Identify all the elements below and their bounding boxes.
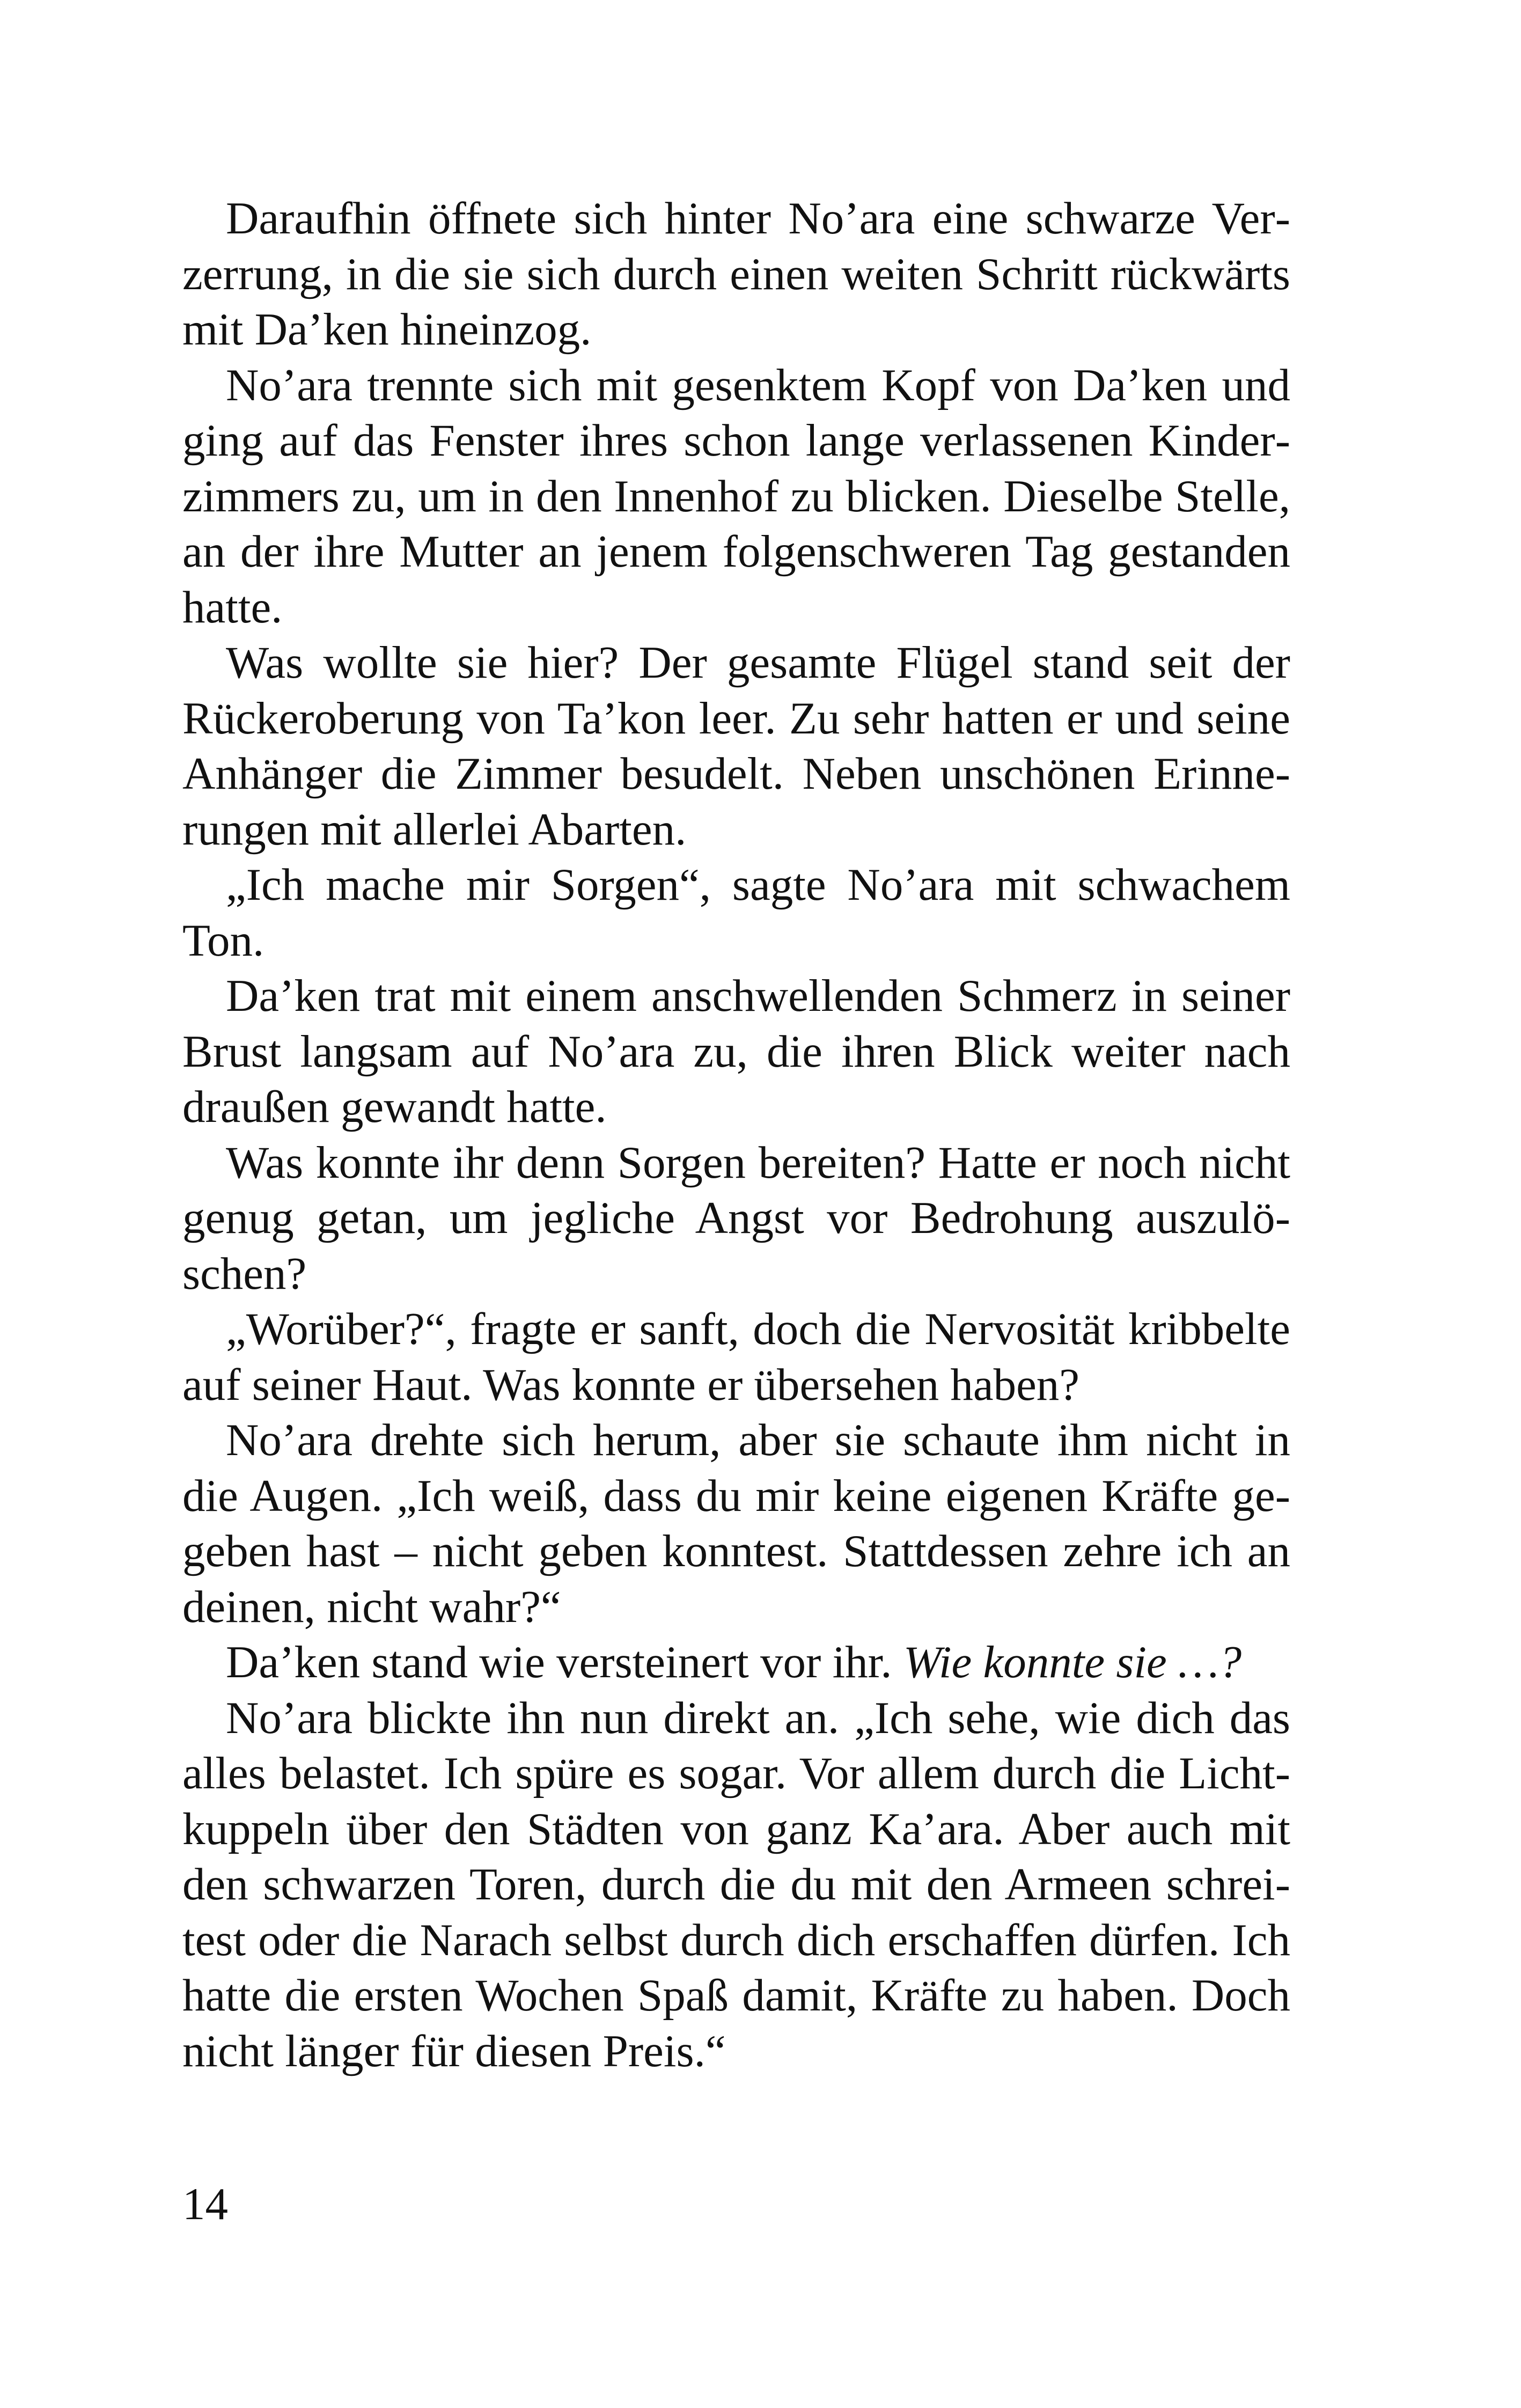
paragraph-4: „Ich mache mir Sorgen“, sagte No’ara mit schwachem Ton.	[182, 860, 1290, 966]
paragraph-1: Daraufhin öffnete sich hinter No’ara eine schwarze Verzerrung, in die sie sich durch einen weiten Schritt rückwärts mit Da’ken hineinzog.	[182, 193, 1290, 355]
paragraph-7: „Worüber?“, fragte er sanft, doch die Nervosität kribbelte auf seiner Haut. Was konnte er übersehen haben?	[182, 1304, 1290, 1410]
paragraph-9	[182, 1635, 1290, 1691]
paragraph-2: No’ara trennte sich mit gesenktem Kopf von Da’ken und ging auf das Fenster ihres schon lange verlassenen Kinderzimmers zu, um in den Innenhof zu blicken. Dieselbe Stelle, an der ihre Mutter an jenem folgenschweren Tag gestanden hatte.	[182, 359, 1290, 633]
paragraph-3: Was wollte sie hier? Der gesamte Flügel stand seit der Rückeroberung von Ta’kon leer. Zu sehr hatten er und seine Anhänger die Zimmer besudelt. Neben unschönen Erinnerungen mit allerlei Abarten.	[182, 637, 1290, 855]
page-number: 14	[182, 2179, 228, 2229]
paragraph-10: No’ara blickte ihn nun direkt an. „Ich sehe, wie dich das alles belastet. Ich spüre es sogar. Vor allem durch die Lichtkuppeln über den Städten von ganz Ka’ara. Aber auch mit den schwarzen Toren, durch die du mit den Armeen schreitest oder die Narach selbst durch dich erschaffen dürfen. Ich hatte die ersten Wochen Spaß damit, Kräfte zu haben. Doch nicht länger für diesen Preis.“	[182, 1692, 1290, 2076]
paragraph-9-text: Da’ken stand wie versteinert vor ihr.	[226, 1637, 903, 1687]
paragraph-6: Was konnte ihr denn Sorgen bereiten? Hatte er noch nicht genug getan, um jegliche Angst vor Bedrohung auszulöschen?	[182, 1137, 1290, 1299]
body-text	[182, 191, 1290, 2079]
paragraph-8: No’ara drehte sich herum, aber sie schaute ihm nicht in die Augen. „Ich weiß, dass du mir keine eigenen Kräfte gegeben hast – nicht geben konntest. Stattdessen zehre ich an deinen, nicht wahr?“	[182, 1415, 1290, 1632]
paragraph-5: Da’ken trat mit einem anschwellenden Schmerz in seiner Brust langsam auf No’ara zu, die ihren Blick weiter nach draußen gewandt hatte.	[182, 971, 1290, 1132]
paragraph-9-italic: Wie konnte sie …?	[903, 1637, 1242, 1687]
